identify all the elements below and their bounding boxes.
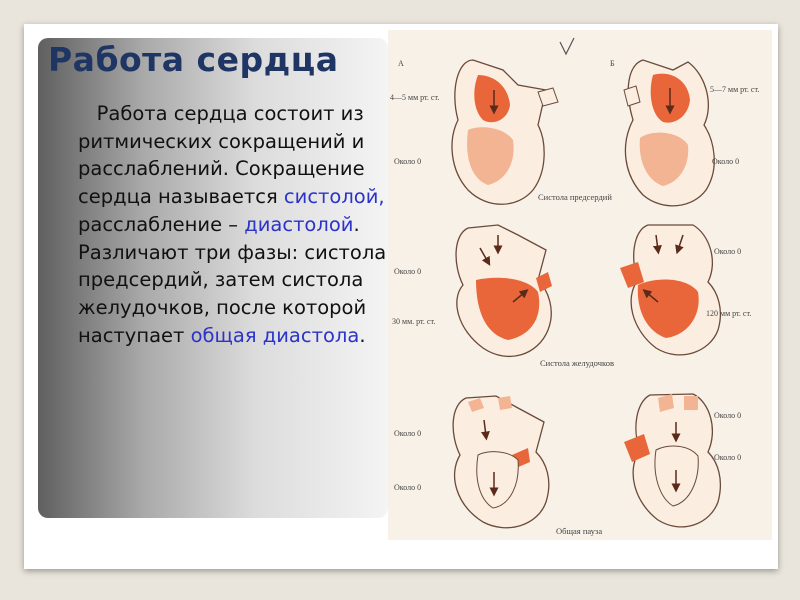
- paragraph-text-4: .: [359, 323, 366, 347]
- row1-left-top-label: 4—5 мм рт. ст.: [390, 93, 440, 102]
- heart-row1-left: [452, 60, 558, 204]
- row1-caption: Систола предсердий: [538, 192, 612, 202]
- slide-title: Работа сердца: [48, 40, 339, 79]
- row3-left-bottom-label: Около 0: [394, 483, 422, 492]
- heart-row3-right: [624, 394, 720, 527]
- row1-right-bottom-label: Около 0: [712, 157, 740, 166]
- term-general-diastole: общая диастола: [190, 323, 360, 347]
- heart-cycle-figure: [388, 30, 772, 540]
- term-systole: систолой,: [283, 185, 385, 209]
- heart-row2-right: [620, 225, 720, 355]
- paragraph-text-1: Работа сердца состоит из ритмических сокращений и расслаблений. Сокращение сердца называется: [78, 102, 365, 209]
- row2-left-bottom-label: 30 мм. рт. ст.: [392, 317, 436, 326]
- row2-right-top-label: Около 0: [714, 247, 742, 256]
- heart-row3-left: [453, 396, 549, 528]
- row3-caption: Общая пауза: [556, 526, 603, 536]
- row3-right-top-label: Около 0: [714, 411, 742, 420]
- body-paragraph: [78, 100, 398, 349]
- row1-left-bottom-label: Около 0: [394, 157, 422, 166]
- row2-right-bottom-label: 120 мм рт. ст.: [706, 309, 752, 318]
- heart-row1-right: [624, 60, 714, 206]
- row1-right-top-label: 5—7 мм рт. ст.: [710, 85, 760, 94]
- row3-right-bottom-label: Около 0: [714, 453, 742, 462]
- paragraph-text-2: расслабление –: [78, 212, 245, 236]
- check-mark: [560, 38, 574, 54]
- heart-diagram: [388, 30, 772, 540]
- label-a: А: [398, 59, 404, 68]
- heart-row2-left: [456, 225, 552, 356]
- term-diastole: диастолой: [244, 212, 354, 236]
- row2-caption: Систола желудочков: [540, 358, 614, 368]
- paragraph-text-3: . Различают три фазы: систола предсердий, затем систола желудочков, после которой наступает: [78, 212, 387, 347]
- row2-left-top-label: Около 0: [394, 267, 422, 276]
- row3-left-top-label: Около 0: [394, 429, 422, 438]
- label-b: Б: [610, 59, 615, 68]
